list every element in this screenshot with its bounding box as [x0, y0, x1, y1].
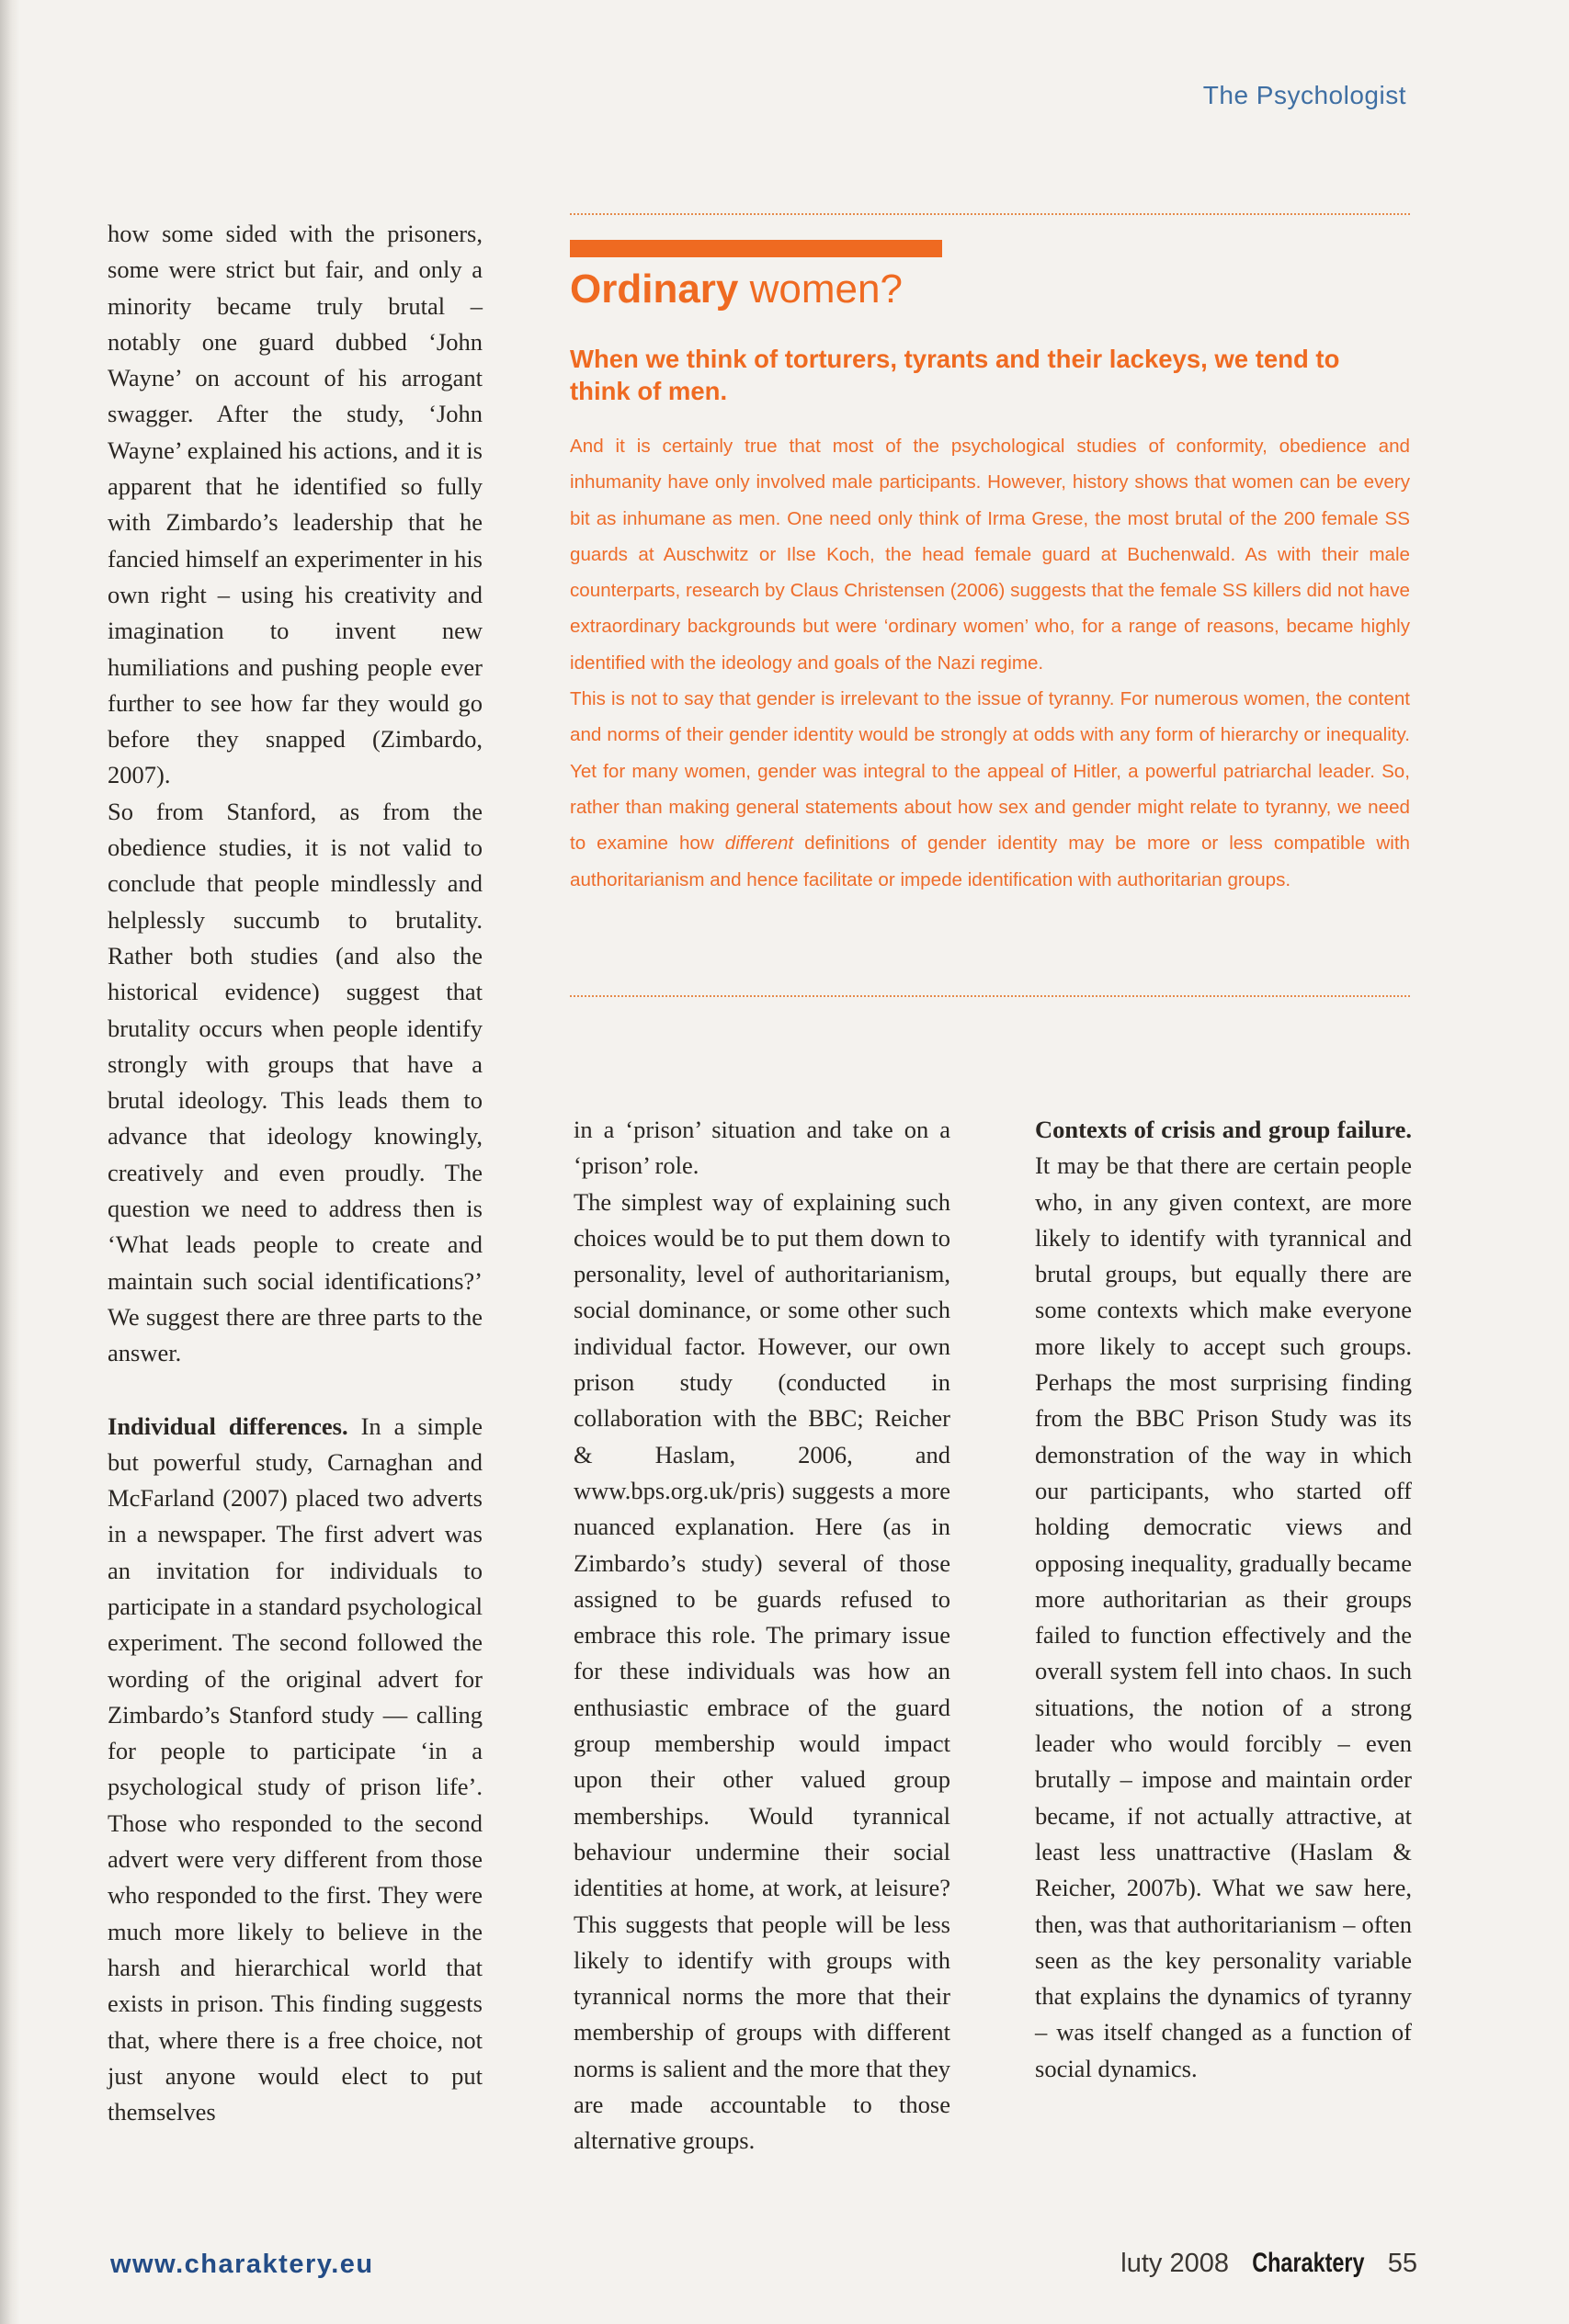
individual-differences-heading: Individual differences.	[108, 1411, 348, 1440]
column-left	[108, 216, 483, 2130]
contexts-heading: Contexts of crisis and group failure.	[1035, 1116, 1412, 1143]
col2-paragraph-1: in a ‘prison’ situation and take on a ‘prison’ role.	[574, 1116, 950, 1180]
sidebar-box-ordinary-women	[570, 210, 1410, 1000]
box-bottom-divider	[570, 995, 1410, 997]
footer-info	[1120, 2248, 1417, 2279]
box-subtitle: When we think of torturers, tyrants and their lackeys, we tend to think of men.	[570, 345, 1340, 405]
footer-magazine-name: Charaktery	[1252, 2248, 1365, 2278]
col1-paragraph-1: how some sided with the prisoners, some were strict but fair, and only a minority became truly brutal – notably one guard dubbed ‘John Wayne’ on account of his arrogant swagger. After the study, ‘John Wayne’ explained his actions, and it is apparent that he identified so fully with Zimbardo’s leadership that he fancied himself an experimenter in his own right – using his creativity and imagination to invent new humiliations and pushing people ever further to see how far they would go before they snapped (Zimbardo, 2007).	[108, 220, 483, 789]
box-paragraph-2-b: definitions of gender identity may be more or less compatible with authoritarianism and hence facilitate or impede identification with authoritarian groups.	[570, 833, 1411, 890]
box-paragraph-2	[570, 681, 1410, 898]
box-top-divider	[570, 213, 1410, 215]
box-accent-bar	[570, 240, 942, 257]
col1-paragraph-3-text: In a simple but powerful study, Carnaghan and McFarland (2007) placed two adverts in a newspaper. The first advert was an invitation for individuals to participate in a standard psychological experiment. The second followed the wording of the original advert for Zimbardo’s Stanford study — calling for people to participate ‘in a psychological study of prison life’. Those who responded to the second advert were very different from those who responded to the first. They were much more likely to believe in the harsh and hierarchical world that exists in prison. This finding suggests that, where there is a free choice, not just anyone would elect to put themselves	[108, 1411, 483, 2126]
col3-paragraph-1-text: It may be that there are certain people who, in any given context, are more likely to identify with tyrannical and brutal groups, but equally there are some contexts which make everyone more likely to accept such groups. Perhaps the most surprising finding from the BBC Prison Study was its demonstration of the way in which our participants, who started off holding democratic views and opposing inequality, gradually became more authoritarian as their groups failed to function effectively and the overall system fell into chaos. In such situations, the notion of a strong leader who would forcibly – even brutally – impose and maintain order became, if not actually attractive, at least less unattractive (Haslam & Reicher, 2007b). What we saw here, then, was that authoritarianism – often seen as the key personality variable that explains the dynamics of tyranny – was itself changed as a function of social dynamics.	[1035, 1151, 1412, 2082]
column-right	[1035, 1112, 1412, 2087]
box-paragraph-2-a: This is not to say that gender is irrelevant to the issue of tyranny. For numerous women, the content and norms of their gender identity would be strongly at odds with any form of hierarchy or inequality. Yet for many women, gender was integral to the appeal of Hitler, a powerful patriarchal leader. So, rather than making general statements about how sex and gender might relate to tyranny, we need to examine how	[570, 688, 1410, 855]
box-title-bold: Ordinary	[570, 266, 739, 312]
footer-page-number: 55	[1387, 2249, 1417, 2278]
footer-website-link[interactable]: www.charaktery.eu	[110, 2250, 374, 2279]
footer-issue-date: luty 2008	[1120, 2249, 1229, 2278]
publication-header: The Psychologist	[1202, 81, 1406, 109]
box-body	[570, 428, 1410, 898]
col1-paragraph-3	[108, 1409, 483, 2131]
box-paragraph-1: And it is certainly true that most of the psychological studies of conformity, obedience and inhumanity have only involved male participants. However, history shows that women can be every bit as inhumane as men. One need only think of Irma Grese, the most brutal of the 200 female SS guards at Auschwitz or Ilse Koch, the head female guard at Buchenwald. As with their male counterparts, research by Claus Christensen (2006) suggests that the female SS killers did not have extraordinary backgrounds but were ‘ordinary women’ who, for a range of reasons, became highly identified with the ideology and goals of the Nazi regime.	[570, 436, 1410, 674]
col2-paragraph-2: The simplest way of explaining such choices would be to put them down to personality, level of authoritarianism, social dominance, or some other such individual factor. However, our own prison study (conducted in collaboration with the BBC; Reicher & Haslam, 2006, and www.bps.org.uk/pris) suggests a more nuanced explanation. Here (as in Zimbardo’s study) several of those assigned to be guards refused to embrace this role. The primary issue for these individuals was how an enthusiastic embrace of the guard group membership would impact upon their other valued group memberships. Would tyrannical behaviour undermine their social identities at home, at work, at leisure? This suggests that people will be less likely to identify with groups with tyrannical norms the more that their membership of groups with different norms is salient and the more that they are made accountable to those alternative groups.	[574, 1187, 950, 2155]
box-paragraph-2-emphasis: different	[724, 833, 794, 855]
page-spine-shadow	[0, 0, 20, 2324]
col3-paragraph-1	[1035, 1112, 1412, 2087]
col1-paragraph-2: So from Stanford, as from the obedience studies, it is not valid to conclude that people mindlessly and helplessly succumb to brutality. Rather both studies (and also the historical evidence) suggest that brutality occurs when people identify strongly with groups that have a brutal ideology. This leads them to advance that ideology knowingly, creatively and even proudly. The question we need to address then is ‘What leads people to create and maintain such social identifications?’ We suggest there are three parts to the answer.	[108, 797, 483, 1367]
box-title-light: women?	[749, 266, 903, 312]
column-middle	[574, 1112, 950, 2160]
box-title	[570, 266, 903, 312]
